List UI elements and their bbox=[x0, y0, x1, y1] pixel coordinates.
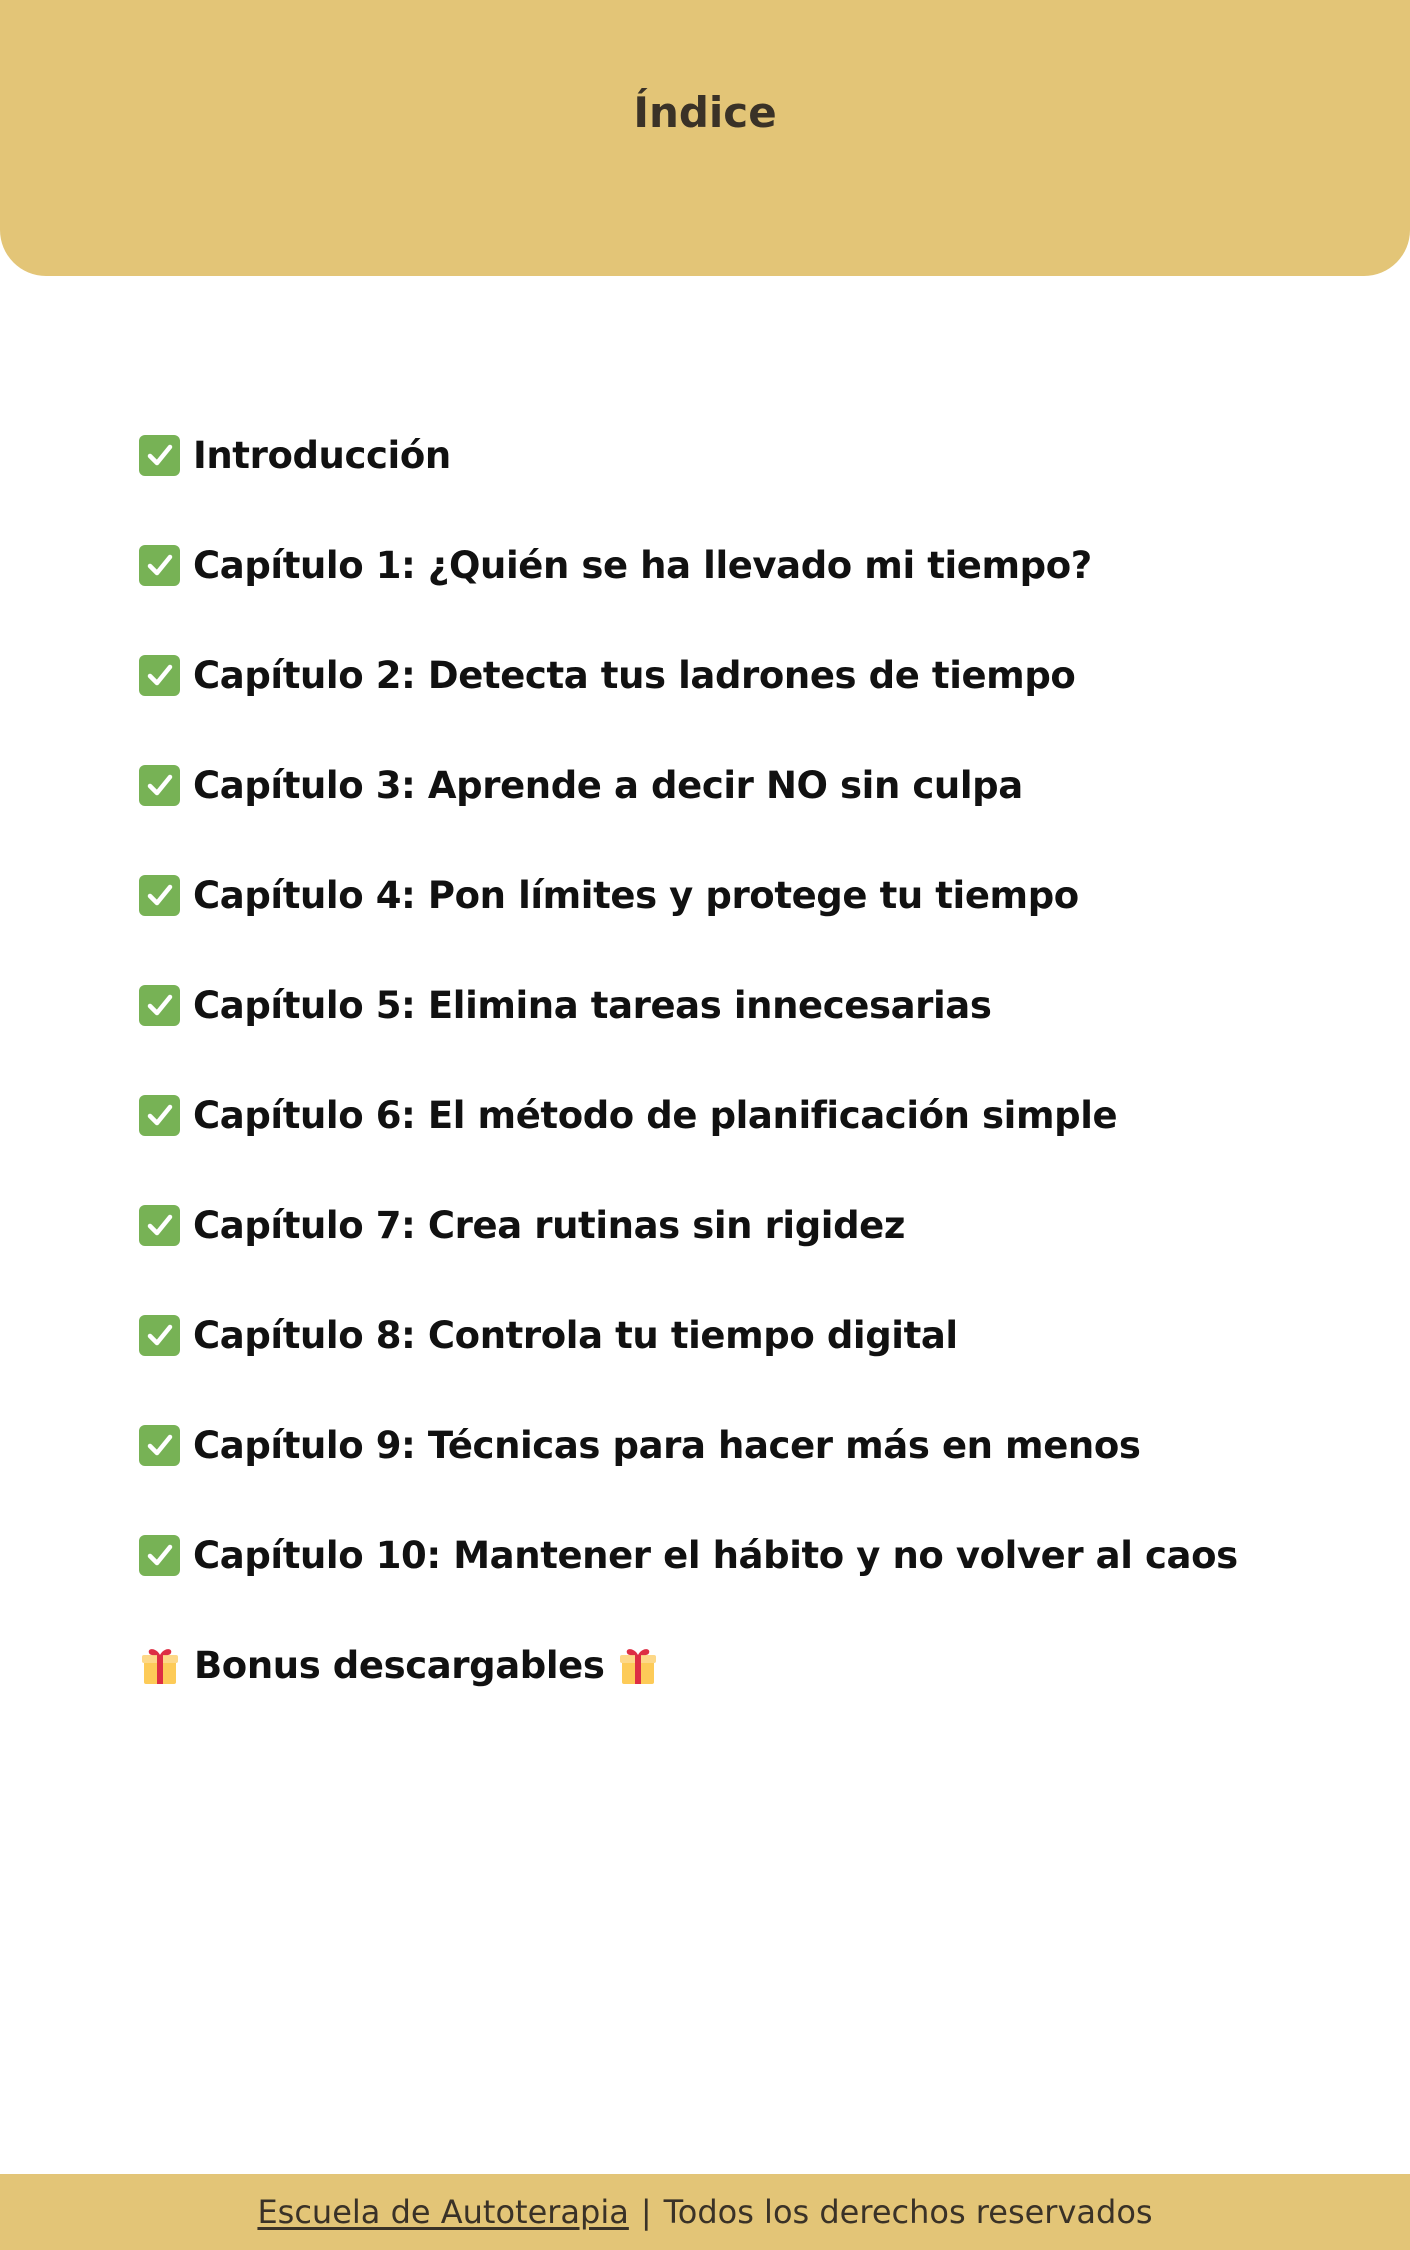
check-mark-icon bbox=[139, 1095, 180, 1136]
check-mark-icon bbox=[139, 1535, 180, 1576]
toc-item-label: Capítulo 5: Elimina tareas innecesarias bbox=[193, 983, 992, 1027]
toc-item-capitulo-9[interactable] bbox=[139, 1390, 1299, 1500]
page-title: Índice bbox=[633, 88, 777, 138]
check-mark-icon bbox=[139, 875, 180, 916]
toc-item-label: Capítulo 9: Técnicas para hacer más en menos bbox=[193, 1423, 1141, 1467]
toc-item-capitulo-4[interactable] bbox=[139, 840, 1299, 950]
toc-item-capitulo-8[interactable] bbox=[139, 1280, 1299, 1390]
footer-separator: | bbox=[640, 2193, 652, 2231]
toc-item-capitulo-7[interactable] bbox=[139, 1170, 1299, 1280]
footer-band bbox=[0, 2174, 1410, 2250]
toc-item-label: Capítulo 10: Mantener el hábito y no volver al caos bbox=[193, 1533, 1238, 1577]
toc-item-label: Capítulo 2: Detecta tus ladrones de tiempo bbox=[193, 653, 1076, 697]
toc-item-label: Capítulo 8: Controla tu tiempo digital bbox=[193, 1313, 958, 1357]
bonus-label: Bonus descargables bbox=[194, 1643, 605, 1687]
toc-item-introduccion[interactable] bbox=[139, 400, 1299, 510]
gift-icon bbox=[617, 1644, 659, 1686]
toc-item-label: Capítulo 7: Crea rutinas sin rigidez bbox=[193, 1203, 905, 1247]
toc-item-label: Capítulo 3: Aprende a decir NO sin culpa bbox=[193, 763, 1023, 807]
check-mark-icon bbox=[139, 435, 180, 476]
copyright-text: Todos los derechos reservados bbox=[663, 2193, 1153, 2231]
check-mark-icon bbox=[139, 765, 180, 806]
toc-item-label: Capítulo 6: El método de planificación simple bbox=[193, 1093, 1118, 1137]
table-of-contents bbox=[139, 400, 1299, 1720]
toc-item-capitulo-6[interactable] bbox=[139, 1060, 1299, 1170]
toc-item-capitulo-3[interactable] bbox=[139, 730, 1299, 840]
check-mark-icon bbox=[139, 545, 180, 586]
check-mark-icon bbox=[139, 1315, 180, 1356]
toc-item-bonus[interactable] bbox=[139, 1610, 1299, 1720]
gift-icon bbox=[139, 1644, 181, 1686]
header-band bbox=[0, 0, 1410, 276]
toc-item-label: Introducción bbox=[193, 433, 451, 477]
toc-item-capitulo-10[interactable] bbox=[139, 1500, 1299, 1610]
check-mark-icon bbox=[139, 1205, 180, 1246]
check-mark-icon bbox=[139, 1425, 180, 1466]
check-mark-icon bbox=[139, 985, 180, 1026]
toc-item-capitulo-1[interactable] bbox=[139, 510, 1299, 620]
toc-item-label: Capítulo 1: ¿Quién se ha llevado mi tiempo? bbox=[193, 543, 1092, 587]
toc-item-label: Capítulo 4: Pon límites y protege tu tiempo bbox=[193, 873, 1079, 917]
school-link[interactable]: Escuela de Autoterapia bbox=[257, 2193, 629, 2231]
check-mark-icon bbox=[139, 655, 180, 696]
toc-item-capitulo-2[interactable] bbox=[139, 620, 1299, 730]
toc-item-capitulo-5[interactable] bbox=[139, 950, 1299, 1060]
